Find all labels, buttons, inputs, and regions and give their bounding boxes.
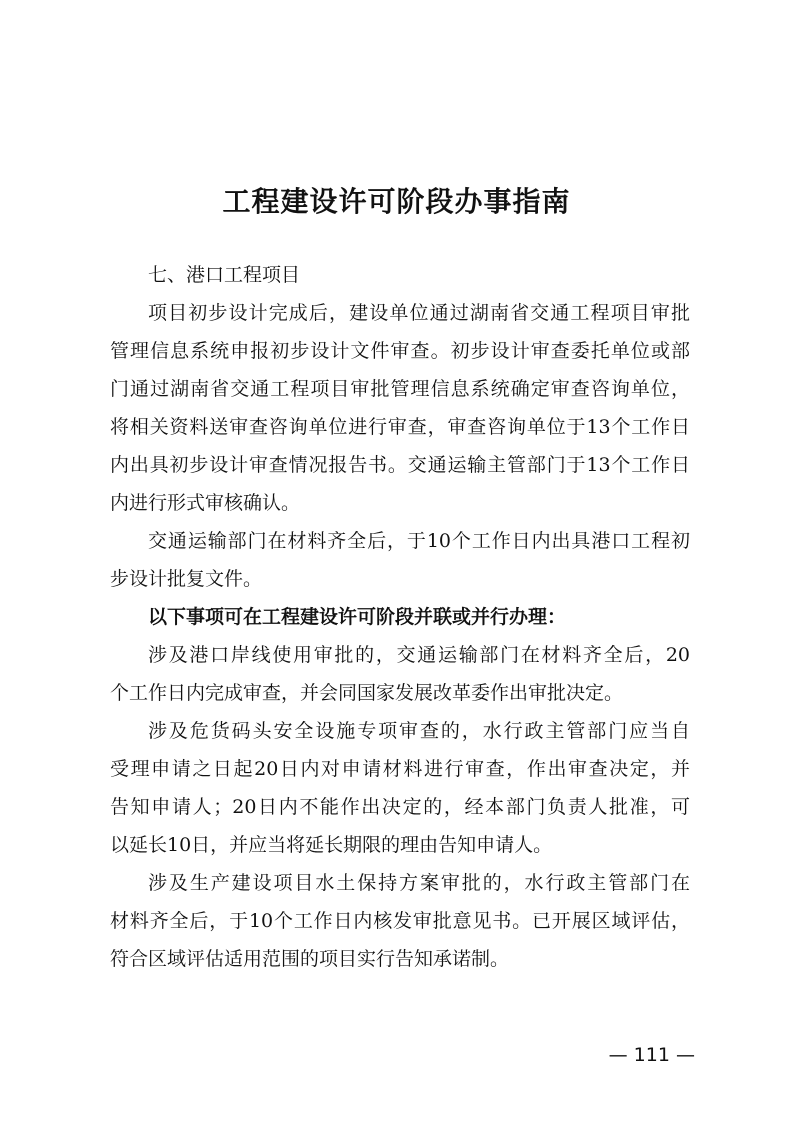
- parallel-items-heading: 以下事项可在工程建设许可阶段并联或并行办理：: [148, 606, 567, 628]
- paragraph-line: 将相关资料送审查咨询单位进行审查，审查咨询单位于13个工作日: [110, 416, 690, 438]
- paragraph-line: 步设计批复文件。: [110, 568, 263, 590]
- paragraph-line: 个工作日内完成审查，并会同国家发展改革委作出审批决定。: [110, 682, 624, 704]
- paragraph-line: 涉及生产建设项目水土保持方案审批的，水行政主管部门在: [148, 872, 690, 894]
- paragraph-line: 门通过湖南省交通工程项目审批管理信息系统确定审查咨询单位，: [110, 378, 690, 400]
- body-text: [110, 256, 690, 978]
- paragraph-line: 受理申请之日起20日内对申请材料进行审查，作出审查决定，并: [110, 758, 690, 780]
- paragraph-line: 涉及危货码头安全设施专项审查的，水行政主管部门应当自: [148, 720, 690, 742]
- paragraph-line: 符合区域评估适用范围的项目实行告知承诺制。: [110, 948, 510, 970]
- paragraph-line: 告知申请人；20日内不能作出决定的，经本部门负责人批准，可: [110, 796, 690, 818]
- page-title: 工程建设许可阶段办事指南: [222, 185, 571, 218]
- paragraph-line: 交通运输部门在材料齐全后，于10个工作日内出具港口工程初: [148, 530, 690, 552]
- paragraph-line: 内出具初步设计审查情况报告书。交通运输主管部门于13个工作日: [110, 454, 690, 476]
- paragraph-line: 项目初步设计完成后，建设单位通过湖南省交通工程项目审批: [148, 302, 690, 324]
- paragraph-line: 涉及港口岸线使用审批的，交通运输部门在材料齐全后，20: [148, 644, 690, 666]
- page-number: — 111 —: [608, 1044, 695, 1066]
- section-heading: 七、港口工程项目: [148, 264, 301, 286]
- paragraph-line: 管理信息系统申报初步设计文件审查。初步设计审查委托单位或部: [110, 340, 690, 362]
- paragraph-line: 内进行形式审核确认。: [110, 492, 301, 514]
- paragraph-line: 材料齐全后，于10个工作日内核发审批意见书。已开展区域评估，: [110, 910, 690, 932]
- paragraph-line: 以延长10日，并应当将延长期限的理由告知申请人。: [110, 834, 553, 856]
